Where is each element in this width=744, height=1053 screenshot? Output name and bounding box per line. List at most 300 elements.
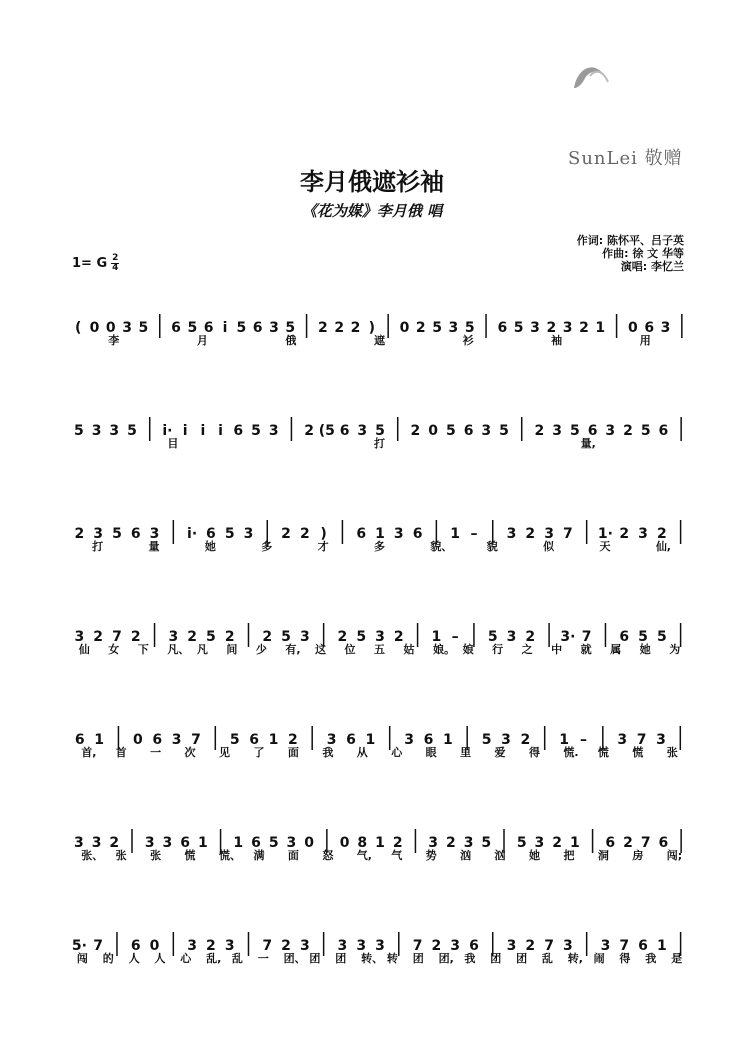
note: 1 (197, 835, 208, 851)
note: 6 (469, 938, 479, 954)
lyric-syllable: 次 (184, 746, 196, 759)
lyric-syllable: 转, (567, 952, 583, 965)
lyric-syllable: 慌 (632, 746, 644, 759)
note: i· (162, 423, 173, 439)
note: 3 (605, 423, 616, 439)
note: 6 (497, 320, 508, 336)
note: 7 (412, 938, 423, 954)
lyric-syllable: 仙 (78, 643, 90, 656)
note: 5 (285, 320, 296, 336)
note: 3 (356, 938, 367, 954)
note: 3 (563, 938, 573, 954)
lyric-syllable: 转 (386, 952, 398, 965)
note: 6 (203, 320, 214, 336)
note: i (182, 423, 188, 439)
note: 3 (299, 629, 310, 645)
note: 6 (423, 732, 434, 748)
note: 0 (304, 835, 315, 851)
note: 7 (112, 629, 122, 645)
note: 7 (581, 629, 592, 645)
score-body (70, 298, 690, 1019)
lyric-line (70, 744, 690, 766)
note: 0 (428, 423, 439, 439)
note: 6 (463, 423, 474, 439)
lyric-syllable: 五 (374, 643, 385, 656)
lyric-syllable: 一 (257, 952, 269, 965)
note: 2 (130, 629, 141, 645)
lyric-syllable: 气, (356, 849, 372, 862)
time-bottom: 4 (112, 263, 119, 273)
lyric-syllable: 张 (115, 849, 127, 862)
note: 2 (304, 423, 315, 439)
note: 7 (619, 938, 630, 954)
note: 5 (73, 423, 84, 439)
note: 1 (450, 526, 461, 542)
music-system (70, 504, 690, 607)
note: 1 (569, 835, 580, 851)
note: 3 (428, 835, 439, 851)
lyric-syllable: 乱 (541, 952, 553, 965)
note: 5 (206, 629, 216, 645)
lyric-syllable: 衫 (462, 334, 474, 347)
lyric-syllable: 才 (317, 540, 329, 553)
note: 3 (162, 835, 173, 851)
note: 3 (91, 835, 102, 851)
lyric-syllable: 得 (529, 746, 540, 759)
brand-logo (560, 58, 710, 178)
note: i (200, 423, 206, 439)
note: 5 (229, 732, 240, 748)
lyric-syllable: 团, (438, 952, 454, 965)
note: 6 (658, 423, 669, 439)
lyric-line (70, 538, 690, 560)
lyric-syllable: 遮 (374, 334, 385, 347)
lyric-syllable: 团 (490, 952, 502, 965)
lyric-syllable: 用 (639, 334, 651, 347)
lyric-syllable: 闯 (76, 952, 88, 965)
note: 6 (130, 526, 141, 542)
note: 3 (600, 938, 611, 954)
lyric-line (70, 641, 690, 663)
note: 1 (656, 938, 667, 954)
note: 3 (656, 732, 666, 748)
note: 2 (534, 423, 545, 439)
note: 3 (357, 423, 368, 439)
note: 5 (375, 423, 385, 439)
note: 6 (638, 938, 648, 954)
note: 2 (224, 629, 235, 645)
lyric-syllable: 首, (81, 746, 97, 759)
lyric-syllable: 貌、 (430, 540, 453, 553)
note: 5 (112, 526, 122, 542)
note: 3 (268, 423, 279, 439)
lyric-syllable: 气 (391, 849, 403, 862)
note: 1 (375, 835, 385, 851)
note: 7 (191, 732, 201, 748)
note: 0 (399, 320, 410, 336)
lyric-syllable: 乱 (231, 952, 243, 965)
note: 6 (346, 732, 356, 748)
lyric-syllable: 转、 (361, 952, 384, 965)
lyric-syllable: 俄 (285, 334, 297, 347)
note: 6 (171, 320, 181, 336)
note: 2 (552, 835, 563, 851)
note: 3 (404, 732, 414, 748)
lyric-syllable: 汹 (460, 849, 472, 862)
note: 5 (569, 423, 580, 439)
note: 2 (623, 423, 633, 439)
note: 2 (206, 938, 216, 954)
note: 3 (544, 526, 554, 542)
note: 2 (74, 526, 85, 542)
note: 5 (481, 835, 492, 851)
time-signature (111, 254, 119, 273)
page-subtitle: 《花为媒》李月俄 唱 (301, 202, 443, 220)
note: 2 (431, 938, 442, 954)
note: 3 (375, 629, 385, 645)
lyric-syllable: 怒 (322, 849, 334, 862)
note: – (470, 526, 478, 542)
note: 2 (281, 938, 291, 954)
lyric-syllable: 心 (391, 746, 403, 759)
note: 7 (544, 938, 554, 954)
note: 2 (334, 320, 345, 336)
lyric-line (70, 950, 690, 972)
note: 6 (356, 526, 367, 542)
note: 5 (224, 526, 235, 542)
lyric-syllable: 乱, (206, 952, 222, 965)
note: 2 (546, 320, 557, 336)
lyric-syllable: 间 (226, 643, 238, 656)
lyric-syllable: 打 (92, 540, 104, 553)
note: 5 (187, 320, 198, 336)
lyric-syllable: 我 (322, 746, 334, 759)
lyric-syllable: 她 (529, 849, 540, 862)
lyric-syllable: 凡、 (167, 643, 190, 656)
lyric-syllable: 之 (521, 643, 533, 656)
note: 2 (619, 526, 630, 542)
note: 0 (89, 320, 100, 336)
note: 1 (94, 732, 104, 748)
note: i· (187, 526, 198, 542)
lyricist-credit: 作词: 陈怀平、吕子英 (576, 234, 684, 247)
lyric-syllable: 张 (150, 849, 162, 862)
lyric-syllable: 闹 (593, 952, 605, 965)
note: 6 (339, 423, 350, 439)
lyric-syllable: 人 (128, 952, 140, 965)
lyric-syllable: 面 (287, 849, 299, 862)
note: 1 (268, 732, 279, 748)
lyric-syllable: 人 (154, 952, 166, 965)
note: 2 (525, 629, 536, 645)
note: 2 (392, 835, 403, 851)
lyric-syllable: 团 (412, 952, 424, 965)
note: 2 (299, 526, 310, 542)
lyric-syllable: 量, (580, 437, 596, 450)
note: 5 (127, 423, 137, 439)
note: 2 (262, 629, 273, 645)
note: 3 (224, 938, 235, 954)
note: 2 (525, 526, 536, 542)
note: 6 (74, 732, 85, 748)
singer-credit: 演唱: 李忆兰 (620, 260, 684, 273)
lyric-syllable: 目 (167, 437, 179, 450)
note: 6 (233, 423, 244, 439)
note: 3 (450, 938, 461, 954)
note: 2 (520, 732, 531, 748)
lyric-syllable: 打 (374, 437, 385, 450)
lyric-syllable: 月 (196, 334, 208, 347)
note: 2 (656, 526, 667, 542)
note: 7 (640, 835, 651, 851)
note: 5 (640, 423, 651, 439)
note: 3 (73, 835, 84, 851)
note: 2 (415, 320, 426, 336)
lyric-syllable: 团、 (283, 952, 306, 965)
note: 5 (356, 629, 367, 645)
lyric-syllable: 是 (671, 952, 683, 965)
lyric-syllable: 天 (599, 540, 611, 553)
lyric-syllable: 多 (374, 540, 385, 553)
lyric-syllable: 袖 (551, 334, 563, 347)
note: 5 (251, 423, 261, 439)
lyric-syllable: 属 (610, 643, 622, 656)
note: 2 (281, 526, 291, 542)
lyric-syllable: 势 (425, 849, 437, 862)
note: 7 (93, 938, 104, 954)
note: 3 (481, 423, 492, 439)
lyric-syllable: 满 (253, 849, 265, 862)
lyric-line (70, 847, 690, 869)
lyric-syllable: 下 (137, 643, 149, 656)
lyric-syllable: 姑 (403, 643, 415, 656)
lyric-syllable: 张、 (81, 849, 104, 862)
lyric-syllable: 一 (150, 746, 162, 759)
lyric-line (70, 332, 690, 354)
note: 5 (516, 835, 527, 851)
note: 3 (109, 423, 120, 439)
note: 3 (552, 423, 563, 439)
note: 3 (269, 320, 279, 336)
note: 3 (506, 526, 517, 542)
lyric-syllable: 这 (314, 643, 326, 656)
key-signature (72, 254, 119, 273)
note: 3 (93, 526, 104, 542)
lyric-syllable: 了 (253, 746, 265, 759)
note: 3 (534, 835, 545, 851)
note: 3 (337, 938, 348, 954)
note: 3 (562, 320, 573, 336)
lyric-syllable: 里 (460, 746, 472, 759)
note: 3 (393, 526, 404, 542)
note: 3 (326, 732, 337, 748)
lyric-syllable: 首 (115, 746, 127, 759)
lyric-syllable: 张 (666, 746, 678, 759)
note: 2 (337, 629, 348, 645)
lyric-syllable: 爱 (494, 746, 506, 759)
lyric-syllable: 房 (632, 849, 644, 862)
key-label: 1= G (72, 256, 108, 271)
note: 3 (375, 938, 385, 954)
note: 6 (249, 732, 259, 748)
lyric-syllable: 多 (261, 540, 273, 553)
note: 3 (660, 320, 671, 336)
time-top: 2 (112, 253, 119, 263)
note: 0 (132, 732, 143, 748)
lyric-syllable: 团 (516, 952, 528, 965)
lyric-syllable: 从 (356, 746, 368, 759)
lyric-syllable: 娘 (462, 643, 474, 656)
note: 1 (431, 629, 442, 645)
note: 1 (442, 732, 453, 748)
music-system (70, 607, 690, 710)
lyric-syllable: 为 (669, 643, 681, 656)
note: 3 (286, 835, 297, 851)
note: 5 (464, 320, 475, 336)
note: 2 (287, 732, 298, 748)
lyric-syllable: 闯; (666, 849, 683, 862)
note: 6 (180, 835, 191, 851)
note: i (222, 320, 228, 336)
lyric-syllable: 量 (148, 540, 160, 553)
note: ( (74, 320, 82, 336)
note: 5· (71, 938, 87, 954)
feather-swirl-icon (570, 58, 620, 98)
lyric-syllable: 我 (464, 952, 476, 965)
note: 6 (251, 835, 261, 851)
note: ) (320, 526, 327, 542)
note: 2 (410, 423, 421, 439)
note: 5 (138, 320, 149, 336)
lyric-syllable: 就 (580, 643, 592, 656)
lyric-syllable: 慌、 (219, 849, 241, 862)
note: 2 (350, 320, 361, 336)
note: 3 (506, 938, 517, 954)
lyric-syllable: 女 (108, 643, 120, 656)
note: 0 (105, 320, 116, 336)
brand-text: SunLei 敬赠 (568, 148, 683, 169)
note: 3 (149, 526, 160, 542)
note: 7 (636, 732, 647, 748)
note: 5 (268, 835, 279, 851)
note: 3 (448, 320, 459, 336)
lyric-syllable: 位 (344, 643, 356, 656)
music-system (70, 710, 690, 813)
note: 5 (432, 320, 442, 336)
lyric-syllable: 慌. (563, 746, 579, 759)
note: 5 (445, 423, 456, 439)
note: 6 (206, 526, 216, 542)
note: 2 (623, 835, 633, 851)
note: 3 (617, 732, 628, 748)
lyric-syllable: 把 (563, 849, 575, 862)
note: 2 (445, 835, 456, 851)
note: 3 (299, 938, 310, 954)
note: 6 (587, 423, 598, 439)
note: 6 (658, 835, 669, 851)
lyric-syllable: 洞 (597, 849, 609, 862)
note: 5 (513, 320, 524, 336)
note: 3 (530, 320, 540, 336)
note: 2 (187, 629, 197, 645)
note: 1 (233, 835, 244, 851)
note: 3 (243, 526, 254, 542)
lyric-syllable: 团 (335, 952, 347, 965)
note: – (451, 629, 459, 645)
music-system (70, 916, 690, 1019)
lyric-syllable: 貌 (486, 540, 498, 553)
note: 1 (559, 732, 569, 748)
note: 6 (152, 732, 163, 748)
note: 3 (91, 423, 102, 439)
lyric-syllable: 面 (287, 746, 299, 759)
lyric-syllable: 李 (108, 334, 120, 347)
note: 3 (187, 938, 197, 954)
credits-block (577, 234, 684, 273)
lyric-syllable: 似 (543, 540, 555, 553)
note: 5 (281, 629, 291, 645)
note: 3 (501, 732, 511, 748)
lyric-syllable: 中 (551, 643, 563, 656)
note: 1 (365, 732, 376, 748)
note: 1 (595, 320, 606, 336)
note: 6 (644, 320, 655, 336)
note: 7 (262, 938, 273, 954)
lyric-syllable: 眼 (425, 746, 437, 759)
note: 3 (638, 526, 648, 542)
composer-credit: 作曲: 徐 文 华等 (602, 247, 684, 260)
note: 2 (393, 629, 404, 645)
lyric-syllable: 汹 (494, 849, 506, 862)
note: 6 (130, 938, 141, 954)
note: 5 (481, 732, 492, 748)
lyric-syllable: 她 (639, 643, 651, 656)
lyric-line (70, 435, 690, 457)
note: 3 (168, 629, 179, 645)
lyric-syllable: 凡 (196, 643, 208, 656)
note: 8 (357, 835, 368, 851)
note: 5 (487, 629, 498, 645)
music-system (70, 401, 690, 504)
note: i (218, 423, 223, 439)
note: 3 (506, 629, 517, 645)
note: 1 (375, 526, 385, 542)
note: ) (368, 320, 376, 336)
note: 2 (109, 835, 120, 851)
lyric-syllable: 有, (285, 643, 301, 656)
note: 2 (318, 320, 328, 336)
lyric-syllable: 团 (309, 952, 321, 965)
music-system (70, 298, 690, 401)
lyric-syllable: 得 (619, 952, 631, 965)
note: 2 (579, 320, 589, 336)
note: 5 (656, 629, 667, 645)
lyric-syllable: 娘。 (433, 643, 456, 656)
note: – (579, 732, 587, 748)
note: 2 (93, 629, 104, 645)
lyric-syllable: 见 (219, 746, 230, 759)
note: 3 (463, 835, 474, 851)
note: 3 (144, 835, 155, 851)
note: 5 (499, 423, 509, 439)
note: 6 (412, 526, 423, 542)
note: 3 (122, 320, 132, 336)
lyric-syllable: 慌 (184, 849, 196, 862)
note: 3 (171, 732, 182, 748)
note: 3 (74, 629, 85, 645)
note: 2 (525, 938, 536, 954)
note: 7 (563, 526, 573, 542)
